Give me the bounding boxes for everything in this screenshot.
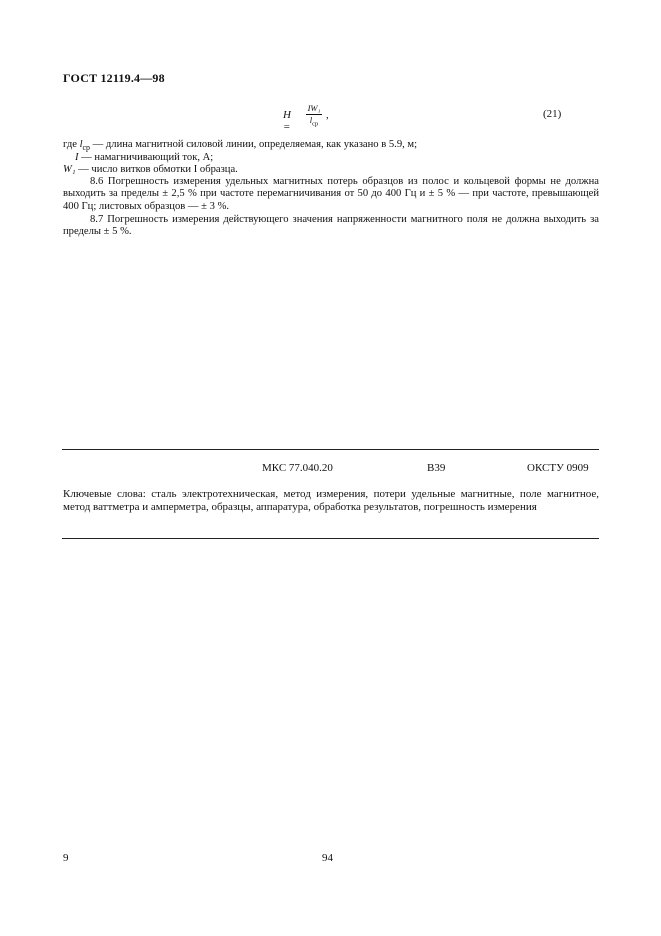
document-header: ГОСТ 12119.4—98 bbox=[63, 71, 165, 85]
formula-lhs: H = bbox=[283, 109, 291, 133]
definition-i bbox=[75, 152, 213, 164]
mks-code: МКС 77.040.20 bbox=[262, 462, 333, 474]
divider-top bbox=[62, 449, 599, 450]
page-number: 94 bbox=[322, 852, 333, 864]
paragraph-8-6: 8.6 Погрешность измерения удельных магнитных потерь образцов из полос и кольцевой формы не должна выходить за пределы ± 2,5 % при частоте перемагничивания от 50 до 400 Гц и ± 5 % — при частоте, превышающей 400 Гц; листовых образцов — ± 3 %. bbox=[63, 176, 599, 212]
subscript: ср bbox=[312, 120, 319, 128]
definition-text: — намагничивающий ток, А; bbox=[78, 152, 214, 163]
footer-left-number: 9 bbox=[63, 852, 69, 864]
subscript: ср bbox=[82, 143, 91, 153]
definition-symbol: W₁ bbox=[63, 164, 76, 175]
definition-prefix: где bbox=[63, 139, 77, 150]
definition-text: — длина магнитной силовой линии, определяемая, как указано в 5.9, м; bbox=[90, 139, 418, 150]
definition-symbol: I bbox=[75, 152, 79, 163]
definition-symbol: $l_{ср}$ bbox=[79, 139, 91, 153]
definition-w1 bbox=[63, 164, 238, 176]
formula-comma: , bbox=[326, 109, 329, 121]
definition-text: — число витков обмотки I образца. bbox=[75, 164, 238, 175]
group-code: В39 bbox=[427, 462, 446, 474]
paragraph-8-7: 8.7 Погрешность измерения действующего значения напряженности магнитного поля не должна выходить за пределы ± 5 %. bbox=[63, 214, 599, 238]
formula-number: (21) bbox=[543, 108, 562, 120]
formula-numerator: IW₁ bbox=[307, 103, 321, 113]
divider-bottom bbox=[62, 538, 599, 539]
okstu-code: ОКСТУ 0909 bbox=[527, 462, 589, 474]
formula-fraction bbox=[306, 103, 322, 126]
keywords: Ключевые слова: сталь электротехническая, метод измерения, потери удельные магнитные, поле магнитное, метод ваттметра и амперметра, образцы, аппаратура, обработка результатов, погрешность измерения bbox=[63, 488, 599, 513]
formula-denominator: $l_{ср}$ bbox=[309, 115, 319, 128]
